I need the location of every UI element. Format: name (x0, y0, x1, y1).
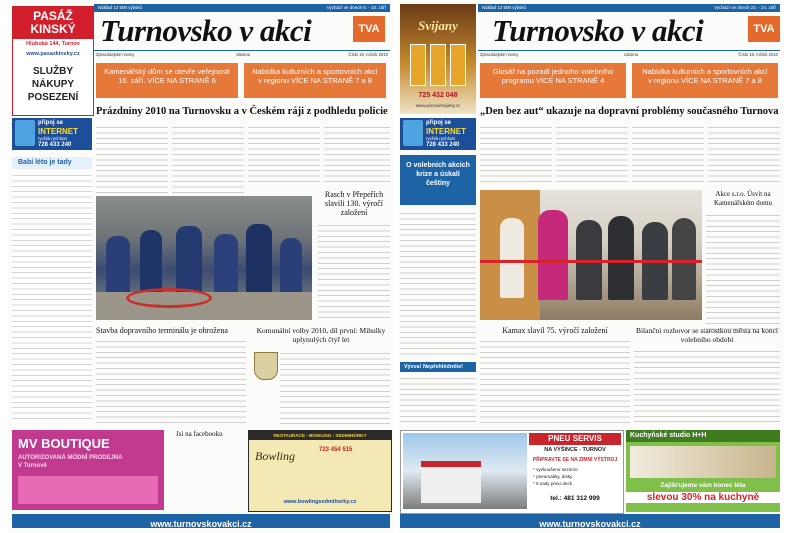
pasaz-kinsky-ad[interactable] (12, 6, 94, 116)
ad-phone: 728 433 240 (38, 142, 72, 148)
pneu-servis-ad[interactable] (400, 430, 624, 514)
bilance-text (634, 348, 780, 426)
kuchyne-title: Kuchyňské studio H+H (626, 430, 780, 442)
article-text-col4 (324, 124, 390, 184)
meta-mid: zdarma (624, 52, 638, 57)
ad-url: www.pasazkinsky.cz (26, 51, 80, 57)
boutique-title: MV BOUTIQUE (18, 436, 110, 451)
akce-text (706, 212, 780, 332)
masthead-title: Turnovsko v akci (100, 13, 312, 48)
ad-services: SLUŽBY NÁKUPY POSEZENÍ (27, 66, 79, 103)
teaser-box-blue[interactable]: Glosář na pozadí jednoho volebního programu VÍCE NA STRANĚ 4 (480, 63, 626, 98)
beer-glass-icon (410, 44, 426, 86)
teaser-box-orange[interactable]: Nabídka kulturních a sportovních akcí v regionu VÍCE NA STRANĚ 7 a 8 (632, 63, 778, 98)
ad-line1: připoj se (38, 120, 64, 126)
meta-right: Číslo 18, ročník 2010 (738, 52, 778, 57)
teaser-box-orange[interactable]: Nabídka kulturních a sportovních akcí v regionu VÍCE NA STRANĚ 7 a 8 (244, 63, 386, 98)
boutique-subtitle: AUTORIZOVANÁ MÓDNÍ PRODEJNA V Turnově (18, 455, 123, 469)
svijany-ad[interactable] (400, 4, 476, 114)
main-headline: „Den bez aut“ ukazuje na dopravní problémy současného Turnova (480, 106, 779, 117)
store-photo (403, 433, 527, 509)
internet-ad-right[interactable] (400, 118, 476, 150)
restaurace-title: RESTAURACE - BOWLING - SEDMIHORKY (249, 431, 391, 440)
article2-text (96, 338, 246, 426)
ad-phone: 728 433 240 (426, 142, 460, 148)
meta-left: Zpravodajské noviny (96, 52, 135, 57)
mv-boutique-ad[interactable] (12, 430, 164, 510)
newspaper-page-right (398, 0, 784, 533)
restaurace-phone: 723 454 515 (319, 447, 353, 453)
article-text-col3 (248, 124, 320, 184)
footer-bar (400, 514, 780, 528)
ribbon-ceremony-photo (480, 190, 702, 320)
article-text-col4 (708, 124, 780, 186)
article-text-col2 (556, 124, 628, 186)
pneu-line5: * 5 sady pneu deck (533, 481, 573, 486)
main-headline: Prázdniny 2010 na Turnovsku a v Českém ráji z podhledu policie (96, 106, 388, 117)
teaser-box-blue[interactable]: Kamenářský dům se otevře veřejnosti 16. září. VÍCE NA STRANĚ 6 (96, 63, 238, 98)
footer-bar (12, 514, 390, 528)
boutique-photo (18, 476, 158, 504)
ad-line1: připoj se (426, 120, 452, 126)
kamax-text (480, 338, 630, 426)
meta-right: Číslo 16, ročník 2010 (348, 52, 388, 57)
top-bar (94, 4, 390, 12)
pneu-line3: * vyzkoušeno sezónní (533, 467, 578, 472)
kamax-title: Kamax slavil 75. výročí založení (502, 326, 608, 335)
restaurace-url: www.bowlingsedmihorky.cz (283, 499, 357, 505)
tva-logo: TVA (353, 16, 385, 42)
ad-address: Hluboká 144, Turnov (26, 41, 80, 47)
computer-icon (15, 120, 35, 146)
firefighters-photo (96, 196, 312, 320)
ad-title: PASÁŽ KINSKÝ (13, 7, 93, 39)
pneu-title: PNEU SERVIS (529, 433, 621, 445)
article-text-col1 (480, 124, 552, 186)
internet-ad[interactable] (12, 118, 92, 150)
computer-icon (403, 120, 423, 146)
sidebar-story-text (318, 222, 390, 322)
issue-date: Vychází ve dnech 6. - 10. září (326, 5, 386, 10)
newspaper-page-left (8, 0, 394, 533)
crest-icon (254, 352, 278, 380)
kuchyne-sub: Zajišťujeme vám konec léta (660, 482, 746, 489)
top-bar (478, 4, 780, 12)
pneu-subtitle: NA VÝŠINCE - TURNOV (544, 447, 606, 453)
ad-line3: rychlá rychlost (426, 136, 455, 141)
footer-url[interactable]: www.turnovskovakci.cz (150, 519, 252, 529)
beer-glass-icon (450, 44, 466, 86)
meta-left: Zpravodajské noviny (480, 52, 519, 57)
restaurace-name: Bowling (255, 449, 296, 463)
masthead-title: Turnovsko v akci (492, 13, 704, 48)
article-text-col3 (632, 124, 704, 186)
svijany-brand: Svijany (418, 18, 458, 33)
meta-mid: zdarma (236, 52, 250, 57)
side-box-blue: O volebních akcích krize a úskalí češtiny (400, 155, 476, 205)
babi-leto-text (12, 172, 92, 422)
footer-url[interactable]: www.turnovskovakci.cz (539, 519, 641, 529)
tva-logo: TVA (748, 16, 780, 42)
issue-date: Vychází ve dnech 22. - 24. září (714, 5, 776, 10)
pneu-note: PŘIPRAVTE SE NA ZIMNÍ VÝSTROJ (532, 457, 618, 463)
article-text-col1 (96, 124, 168, 194)
print-run: Náklad 12 500 výtisků (98, 5, 143, 10)
kuchyne-offer: slevou 30% na kuchyně (626, 492, 780, 503)
svijany-phone: 725 432 048 (418, 92, 458, 99)
ad-line3: rychlá rychlost (38, 136, 67, 141)
bilance-title: Bilanční rozhovor se starostkou města na konci volebního období (635, 326, 779, 344)
akce-title: Akce s.r.o. Úsvit na Kamenářském domu (713, 190, 773, 207)
beer-glass-icon (430, 44, 446, 86)
volby-title: Komunální volby 2010, díl první: Mihulky uplynulých čtyř let (256, 326, 386, 344)
sidebar-story-title: Rasch v Přepeřích slavili 130. výročí založení (324, 190, 384, 217)
babi-leto-heading: Babí léto je tady (12, 157, 92, 169)
article-text-col2 (172, 124, 244, 194)
ad-line2: INTERNET (38, 127, 78, 136)
kitchen-photo (630, 446, 776, 478)
svijany-url: www.pivovarsvijany.cz (415, 103, 461, 108)
nepreh-text (400, 375, 476, 425)
volby-text (280, 350, 390, 426)
meta-line (96, 52, 388, 59)
kuchyne-ad[interactable] (626, 430, 780, 512)
nepreh-heading: Výzva! Nepřehlédněte! (400, 362, 476, 372)
print-run: Náklad 12 500 výtisků (482, 5, 527, 10)
article2-title: Stavba dopravního terminálu je ohrožena (96, 326, 228, 335)
facebook-title: Jsi na facebooku (176, 430, 223, 438)
ad-line2: INTERNET (426, 127, 466, 136)
side-text (400, 210, 476, 358)
pneu-phone: tel.: 481 312 999 (550, 495, 600, 502)
pneu-line4: * pneumatiky, disky (533, 474, 573, 479)
restaurace-ad[interactable] (248, 430, 392, 512)
meta-line (480, 52, 778, 59)
